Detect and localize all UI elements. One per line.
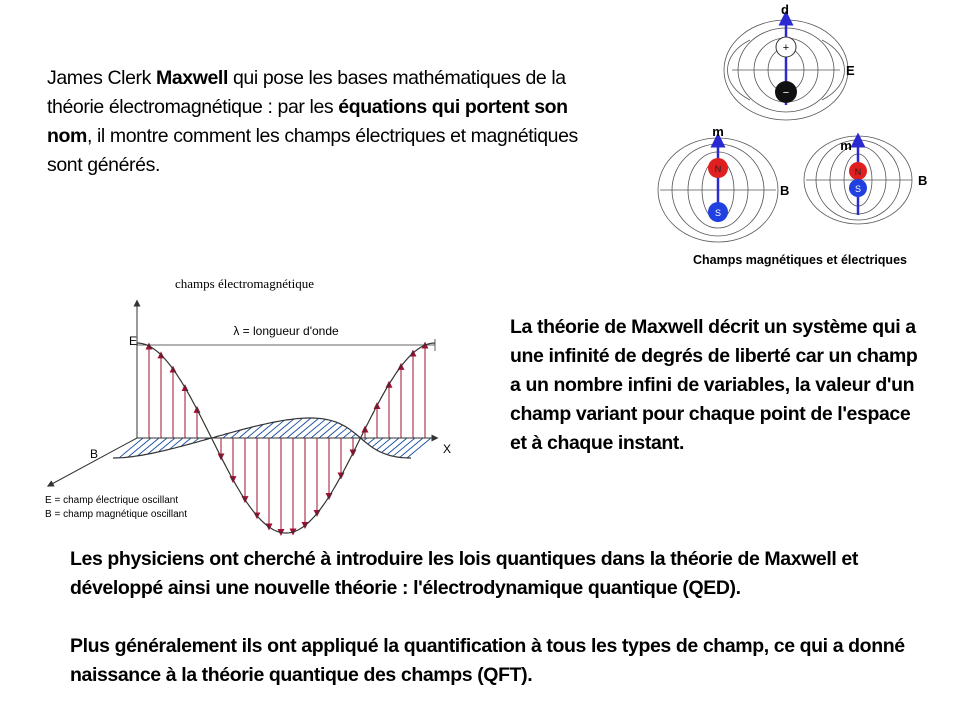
- b-axis: [50, 438, 137, 485]
- north-label-left: N: [714, 164, 722, 174]
- magnet-top-label-right: m: [840, 138, 852, 153]
- b-field-arrow: [368, 438, 375, 444]
- theory-paragraph: La théorie de Maxwell décrit un système qui a une infinité de degrés de liberté car un champ a un nombre infini de variables, la valeur d'un champ variant pour chaque point de l'espace et à chaque instant.: [510, 316, 918, 454]
- b-field-arrow: [377, 438, 391, 450]
- legend-e: E = champ électrique oscillant: [45, 495, 179, 506]
- b-field-arrow: [387, 438, 407, 455]
- dipole-side-label: E: [846, 63, 855, 78]
- axis-b-label: B: [90, 447, 99, 461]
- intro-text-5: , il montre comment les champs électriques et magnétiques sont générés.: [47, 125, 578, 176]
- dipole-top-label: d: [781, 2, 789, 17]
- intro-text-1: James Clerk: [47, 67, 156, 89]
- minus-sign: −: [782, 87, 790, 99]
- legend-b: B = champ magnétique oscillant: [45, 509, 188, 520]
- magnet-side-label-right: B: [918, 173, 928, 188]
- b-field-arrow: [351, 434, 356, 438]
- qed-paragraph: Les physiciens ont cherché à introduire les lois quantiques dans la théorie de Maxwell et développé ainsi une nouvelle théorie : l'électrodynamique quantique (QED).: [70, 548, 858, 599]
- fields-caption: Champs magnétiques et électriques: [693, 253, 907, 267]
- south-label-left: S: [714, 208, 722, 218]
- magnet-top-label-left: m: [712, 124, 724, 139]
- b-field-arrow: [343, 431, 352, 438]
- intro-text-3: qui pose les bases mathématiques de la théorie électromagnétique : par les: [47, 67, 566, 118]
- intro-equations: équations qui portent son nom: [47, 96, 568, 147]
- axis-e-label: E: [129, 334, 138, 348]
- axis-x-label: X: [443, 442, 452, 456]
- fields-figure: [640, 0, 960, 250]
- b-field-arrow: [327, 425, 343, 438]
- wavelength-label: λ = longueur d'onde: [233, 324, 339, 338]
- qft-paragraph: Plus généralement ils ont appliqué la quantification à tous les types de champ, ce qui a donné naissance à la théorie quantique des champs (QFT).: [70, 635, 905, 686]
- b-field-arrow: [382, 438, 399, 453]
- magnet-side-label-left: B: [780, 183, 790, 198]
- plus-sign: +: [782, 42, 790, 54]
- intro-paragraph: [47, 64, 607, 180]
- wave-title: champs électromagnétique: [175, 276, 314, 291]
- b-field-arrow: [319, 423, 337, 438]
- intro-maxwell: Maxwell: [155, 67, 228, 89]
- em-wave-figure: [40, 295, 480, 540]
- south-label-right: S: [854, 184, 862, 194]
- north-label-right: N: [854, 167, 862, 177]
